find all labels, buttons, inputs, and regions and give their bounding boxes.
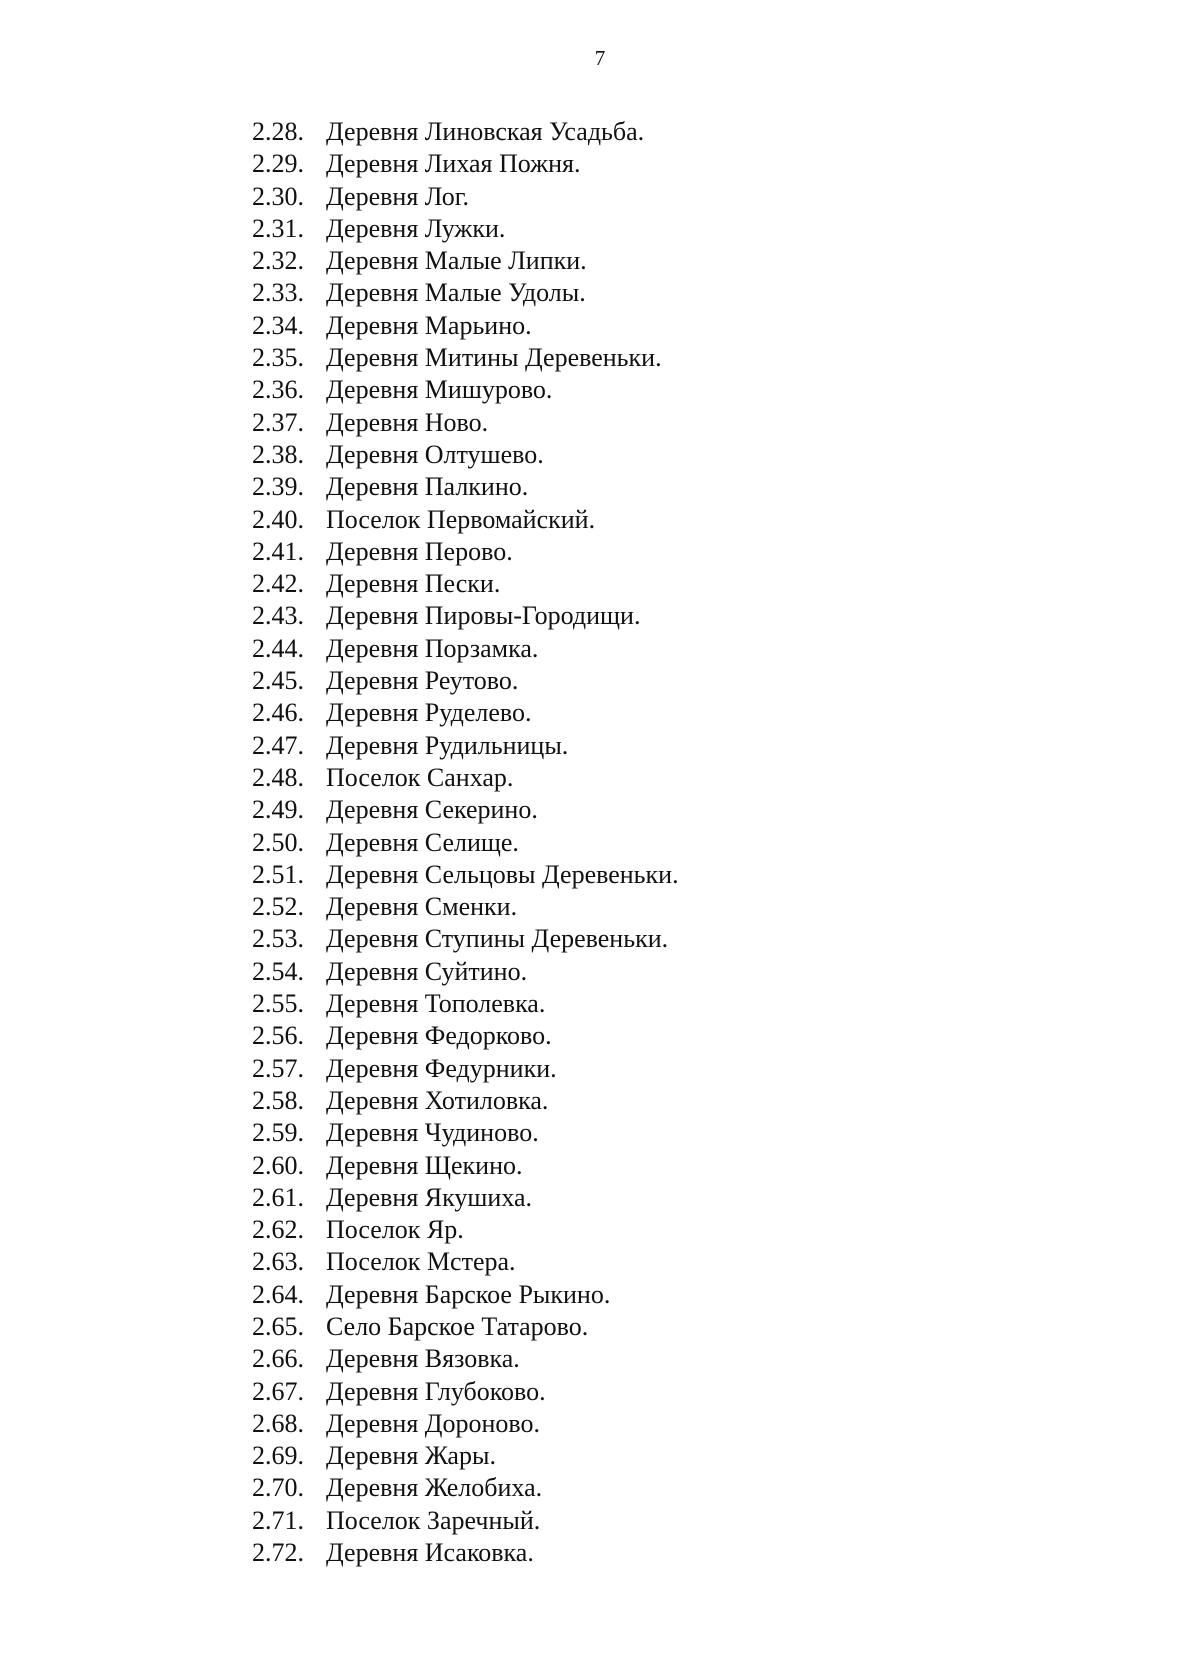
item-number: 2.39. [252,472,304,502]
list-item [252,762,972,794]
item-text: Деревня Ново. [326,407,489,437]
list-item [252,1537,972,1569]
item-number: 2.36. [252,375,304,405]
item-text: Деревня Секерино. [326,795,538,825]
list-item [252,148,972,180]
item-number: 2.50. [252,827,304,857]
item-number: 2.72. [252,1538,304,1568]
item-text: Деревня Палкино. [326,472,529,502]
item-number: 2.64. [252,1279,304,1309]
item-number: 2.31. [252,213,304,243]
item-number: 2.30. [252,181,304,211]
list-item [252,1408,972,1440]
list-item [252,859,972,891]
list-item [252,213,972,245]
item-text: Деревня Рудильницы. [326,730,569,760]
item-number: 2.51. [252,859,304,889]
item-number: 2.42. [252,569,304,599]
item-number: 2.37. [252,407,304,437]
item-number: 2.54. [252,956,304,986]
list-item [252,568,972,600]
item-text: Деревня Лужки. [326,213,506,243]
list-item [252,827,972,859]
item-number: 2.29. [252,149,304,179]
item-text: Деревня Исаковка. [326,1538,534,1568]
item-number: 2.53. [252,924,304,954]
item-number: 2.32. [252,246,304,276]
list-item [252,536,972,568]
list-item [252,697,972,729]
item-number: 2.47. [252,730,304,760]
item-text: Село Барское Татарово. [326,1311,589,1341]
list-item [252,665,972,697]
item-text: Деревня Якушиха. [326,1182,533,1212]
item-number: 2.55. [252,989,304,1019]
item-text: Деревня Ступины Деревеньки. [326,924,669,954]
list-item [252,988,972,1020]
item-text: Деревня Хотиловка. [326,1085,549,1115]
item-text: Деревня Малые Липки. [326,246,587,276]
list-item [252,1117,972,1149]
item-number: 2.33. [252,278,304,308]
list-item [252,116,972,148]
item-number: 2.52. [252,892,304,922]
item-number: 2.68. [252,1408,304,1438]
list-item [252,600,972,632]
item-text: Деревня Желобиха. [326,1473,543,1503]
list-item [252,1214,972,1246]
item-text: Деревня Глубоково. [326,1376,546,1406]
item-text: Деревня Суйтино. [326,956,528,986]
item-number: 2.71. [252,1505,304,1535]
item-text: Деревня Пески. [326,569,501,599]
item-number: 2.48. [252,762,304,792]
item-number: 2.70. [252,1473,304,1503]
item-text: Деревня Вязовка. [326,1344,520,1374]
list-item [252,1053,972,1085]
list-item [252,794,972,826]
list-item [252,277,972,309]
list-item [252,439,972,471]
item-text: Деревня Сельцовы Деревеньки. [326,859,679,889]
item-number: 2.66. [252,1344,304,1374]
item-number: 2.35. [252,343,304,373]
item-text: Деревня Селище. [326,827,519,857]
item-text: Поселок Яр. [326,1215,464,1245]
item-number: 2.59. [252,1118,304,1148]
list-item [252,1440,972,1472]
item-text: Деревня Барское Рыкино. [326,1279,611,1309]
list-item [252,923,972,955]
item-text: Поселок Мстера. [326,1247,516,1277]
item-text: Деревня Жары. [326,1441,496,1471]
list-item [252,471,972,503]
item-text: Деревня Олтушево. [326,439,544,469]
list-item [252,1246,972,1278]
list-item [252,1085,972,1117]
list-item [252,1182,972,1214]
item-number: 2.61. [252,1182,304,1212]
list-item [252,1279,972,1311]
item-text: Деревня Чудиново. [326,1118,539,1148]
item-number: 2.41. [252,536,304,566]
item-number: 2.40. [252,504,304,534]
item-text: Деревня Мишурово. [326,375,553,405]
item-text: Деревня Федорково. [326,1021,552,1051]
list-item [252,1150,972,1182]
item-number: 2.46. [252,698,304,728]
list-item [252,374,972,406]
list-item [252,1311,972,1343]
item-text: Деревня Порзамка. [326,633,539,663]
item-text: Поселок Заречный. [326,1505,541,1535]
item-number: 2.58. [252,1085,304,1115]
item-number: 2.57. [252,1053,304,1083]
page-number: 7 [594,46,606,70]
item-text: Деревня Митины Деревеньки. [326,343,662,373]
list-item [252,407,972,439]
list-item [252,181,972,213]
list-item [252,633,972,665]
item-number: 2.28. [252,117,304,146]
list-item [252,730,972,762]
item-text: Деревня Лог. [326,181,469,211]
settlement-list [252,116,972,1569]
item-text: Деревня Реутово. [326,666,519,696]
item-text: Деревня Руделево. [326,698,532,728]
list-item [252,1343,972,1375]
item-number: 2.49. [252,795,304,825]
list-item [252,1505,972,1537]
item-text: Деревня Федурники. [326,1053,557,1083]
item-number: 2.62. [252,1215,304,1245]
list-item [252,310,972,342]
item-text: Деревня Дороново. [326,1408,541,1438]
item-number: 2.44. [252,633,304,663]
item-text: Деревня Линовская Усадьба. [326,117,645,146]
item-number: 2.60. [252,1150,304,1180]
item-number: 2.65. [252,1311,304,1341]
list-item [252,504,972,536]
list-item [252,891,972,923]
item-text: Поселок Первомайский. [326,504,596,534]
item-text: Поселок Санхар. [326,762,514,792]
item-text: Деревня Перово. [326,536,513,566]
item-text: Деревня Тополевка. [326,989,546,1019]
item-number: 2.34. [252,310,304,340]
list-item [252,956,972,988]
item-text: Деревня Марьино. [326,310,532,340]
list-item [252,1376,972,1408]
item-text: Деревня Лихая Пожня. [326,149,581,179]
item-number: 2.63. [252,1247,304,1277]
item-number: 2.45. [252,666,304,696]
list-item [252,245,972,277]
list-item [252,1472,972,1504]
item-text: Деревня Пировы-Городищи. [326,601,641,631]
list-item [252,1020,972,1052]
list-item [252,342,972,374]
item-number: 2.67. [252,1376,304,1406]
item-number: 2.69. [252,1441,304,1471]
item-number: 2.43. [252,601,304,631]
item-number: 2.38. [252,439,304,469]
item-text: Деревня Малые Удолы. [326,278,586,308]
item-text: Деревня Сменки. [326,892,518,922]
item-text: Деревня Щекино. [326,1150,523,1180]
item-number: 2.56. [252,1021,304,1051]
